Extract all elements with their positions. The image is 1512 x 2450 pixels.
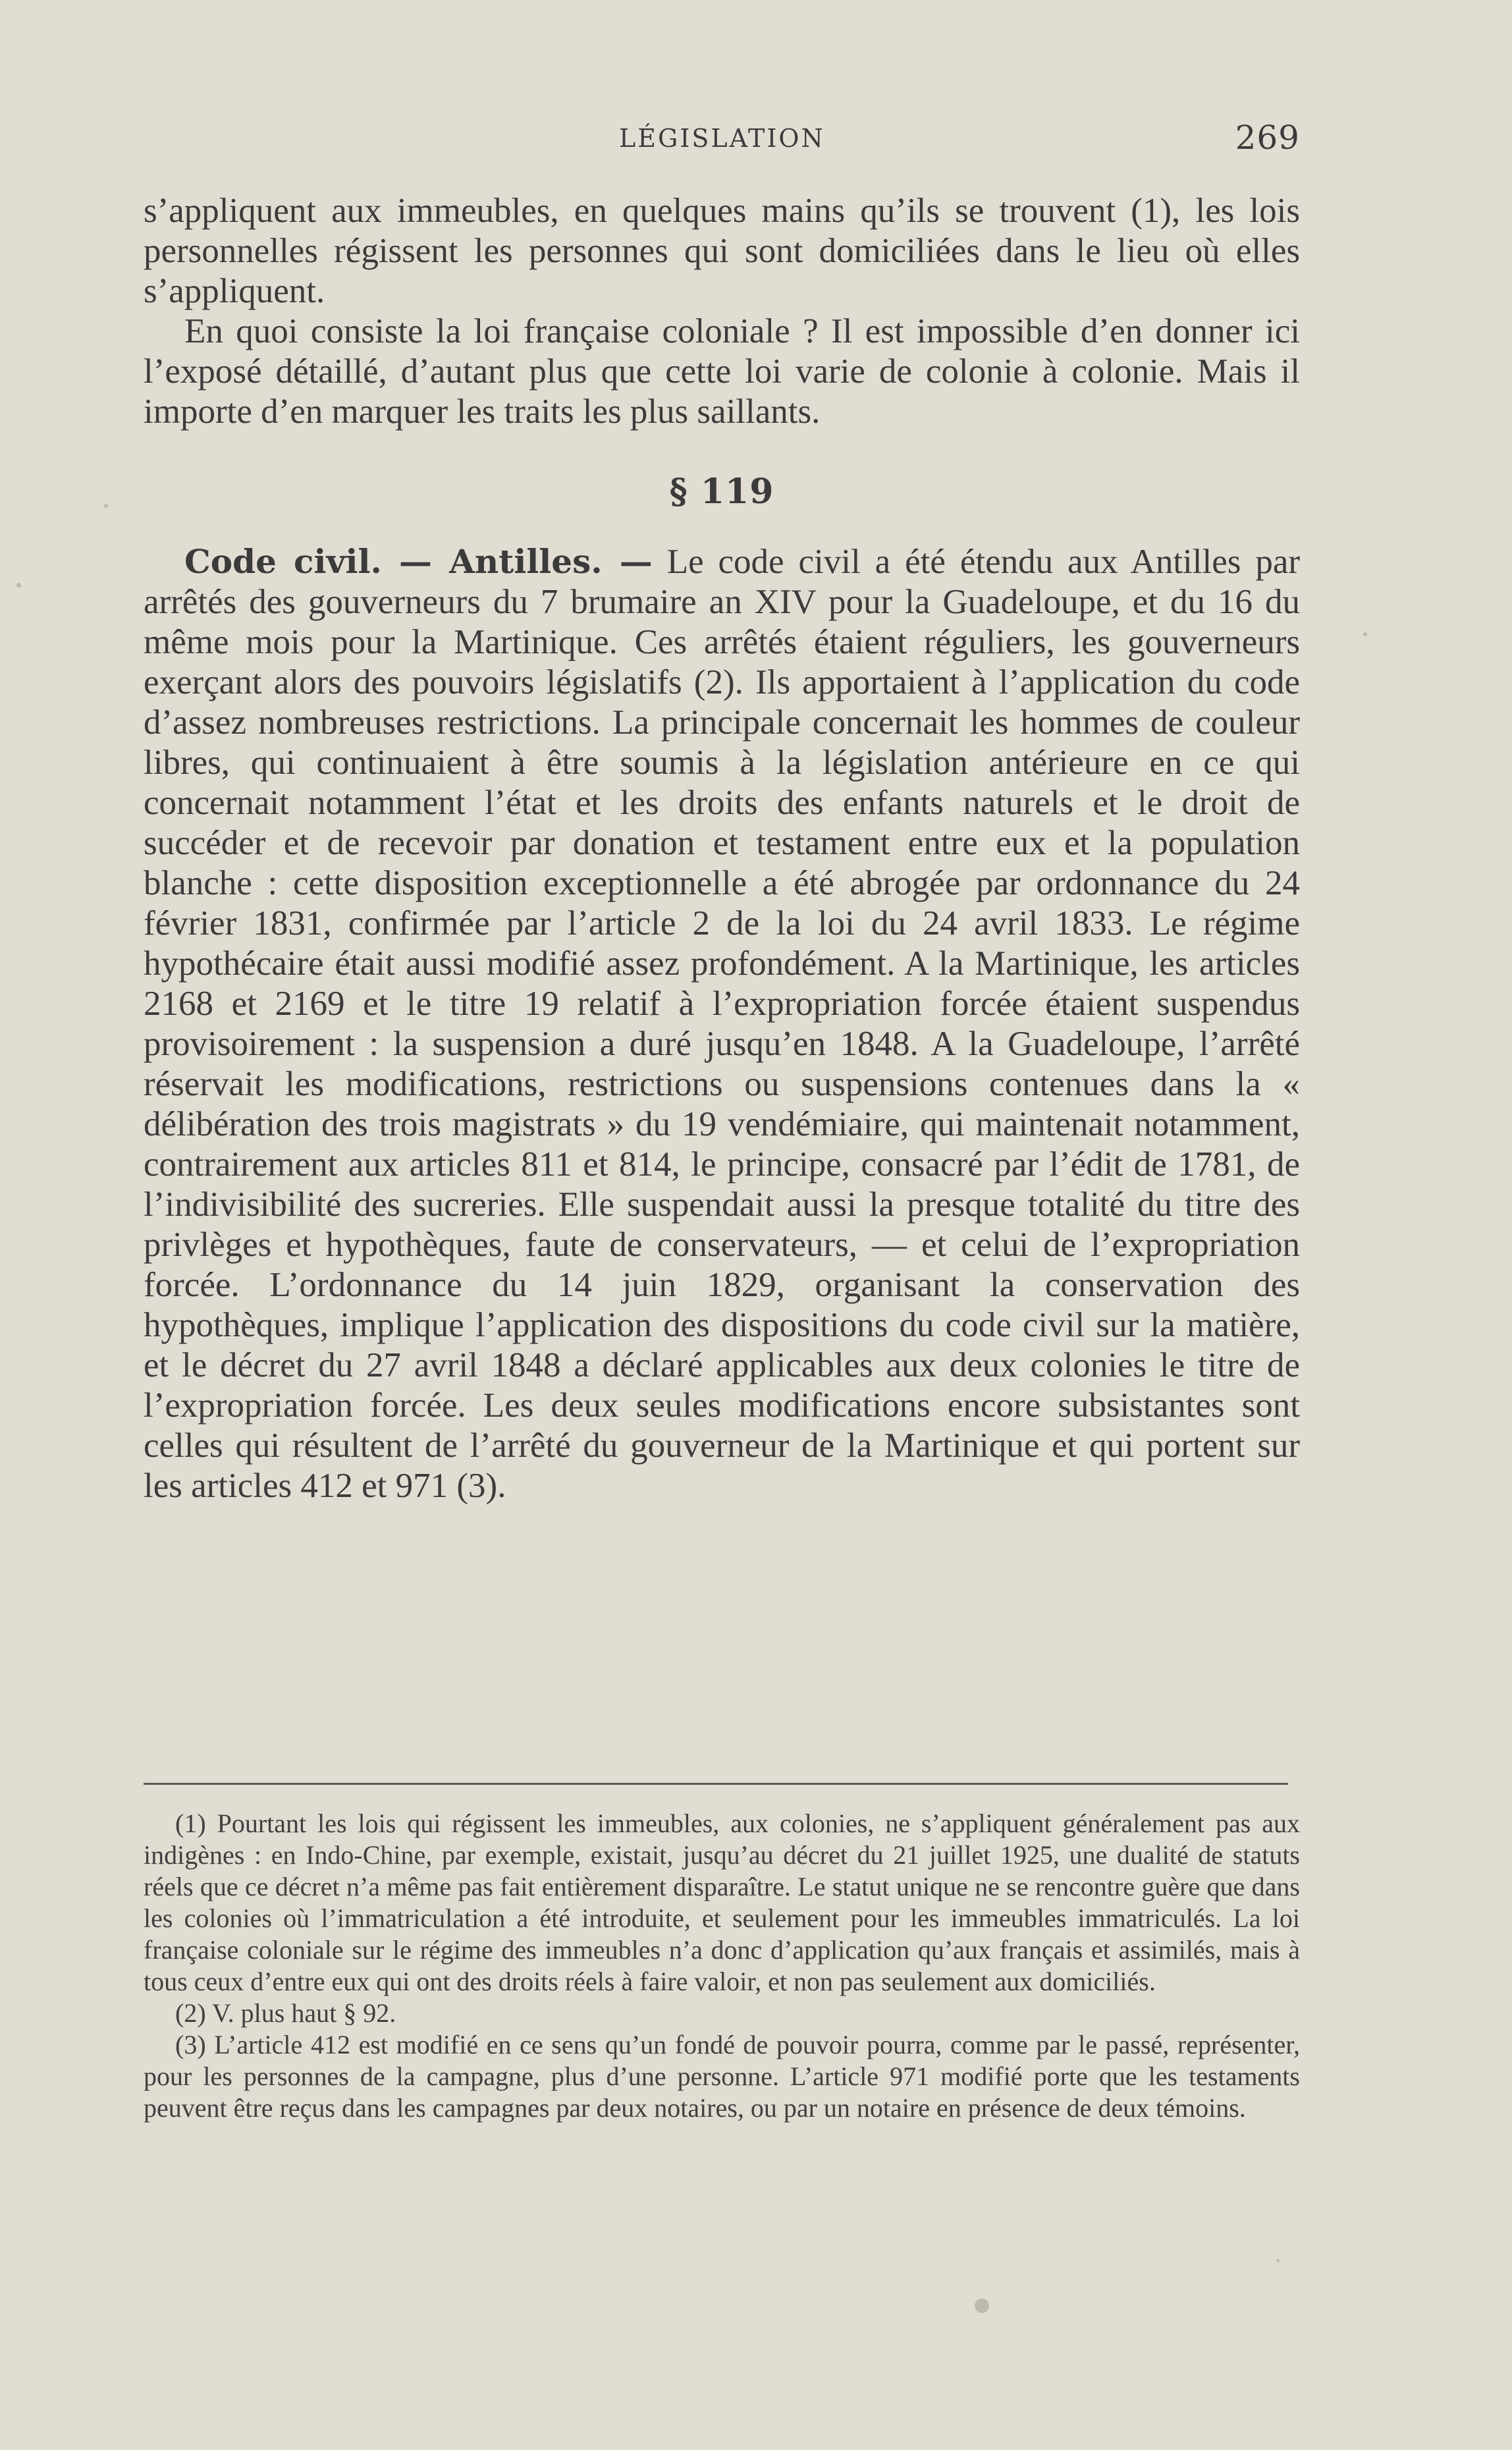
running-head bbox=[144, 119, 1300, 158]
run-in-title: Code civil. — Antilles. — bbox=[184, 542, 653, 581]
paragraph-french-colonial-law: En quoi consiste la loi française coloniale ? Il est impossible d’en donner ici l’exposé détaillé, d’autant plus que cette loi varie de colonie à colonie. Mais il importe d’en marquer les traits les plus saillants. bbox=[144, 312, 1300, 431]
section-heading: § 119 bbox=[669, 472, 774, 512]
footnote-rule bbox=[144, 1783, 1288, 1785]
footnotes bbox=[144, 1808, 1300, 2124]
section-body: Le code civil a été étendu aux Antilles par arrêtés des gouverneurs du 7 brumaire an XIV pour la Guadeloupe, et du 16 du même mois pour la Martinique. Ces arrêtés étaient réguliers, les gouverneurs exerçant alors des pouvoirs législatifs (2). Ils apportaient à l’application du code d’assez nombreuses restrictions. La principale concernait les hommes de couleur libres, qui continuaient à être soumis à la législation antérieure en ce qui concernait notamment l’état et les droits des enfants naturels et le droit de succéder et de recevoir par donation et testament entre eux et la population blanche : cette disposition exceptionnelle a été abrogée par ordonnance du 24 février 1831, confirmée par l’article 2 de la loi du 24 avril 1833. Le régime hypothécaire était aussi modifié assez profondément. A la Martinique, les articles 2168 et 2169 et le titre 19 relatif à l’expropriation forcée étaient suspendus provisoirement : la suspension a duré jusqu’en 1848. A la Guadeloupe, l’arrêté réservait les modifications, restrictions ou suspensions contenues dans la « délibération des trois magistrats » du 19 vendémiaire, qui maintenait notamment, contrairement aux articles 811 et 814, le principe, consacré par l’édit de 1781, de l’indivisibilité des sucreries. Elle suspendait aussi la presque totalité du titre des privlèges et hypothèques, faute de conservateurs, — et celui de l’expropriation forcée. L’ordonnance du 14 juin 1829, organisant la conservation des hypothèques, implique l’application des dispositions du code civil sur la matière, et le décret du 27 avril 1848 a déclaré applicables aux deux colonies le titre de l’expropriation forcée. Les deux seules modifications encore subsistantes sont celles qui résultent de l’arrêté du gouverneur de la Martinique et qui portent sur les articles 412 et 971 (3). bbox=[144, 543, 1300, 1505]
paper-speck bbox=[104, 504, 108, 508]
running-title: LÉGISLATION bbox=[619, 124, 825, 153]
paper-speck bbox=[975, 2299, 989, 2313]
paper-speck bbox=[1276, 2259, 1280, 2262]
paragraph-continuation: s’appliquent aux immeubles, en quelques mains qu’ils se trouvent (1), les lois personnelles régissent les personnes qui sont domiciliées dans le lieu où elles s’appliquent. bbox=[144, 192, 1300, 310]
paper-speck bbox=[16, 583, 21, 587]
footnote-1: (1) Pourtant les lois qui régissent les immeubles, aux colonies, ne s’appliquent généralement pas aux indigènes : en Indo-Chine, par exemple, existait, jusqu’au décret du 21 juillet 1925, une dualité de statuts réels que ce décret n’a même pas fait entièrement disparaître. Le statut unique ne se rencontre guère que dans les colonies où l’immatriculation a été introduite, et seulement pour les immeubles immatriculés. La loi française coloniale sur le régime des immeubles n’a donc d’application qu’aux français et assimilés, mais à tous ceux d’entre eux qui ont des droits réels à faire valoir, et non pas seulement aux domiciliés. bbox=[144, 1809, 1300, 1996]
paper-speck bbox=[1363, 632, 1367, 636]
footnote-2: (2) V. plus haut § 92. bbox=[175, 1998, 396, 2028]
paragraph-code-civil-antilles bbox=[144, 541, 1300, 1506]
main-text bbox=[144, 191, 1300, 1506]
page-number: 269 bbox=[1235, 119, 1300, 157]
footnote-3: (3) L’article 412 est modifié en ce sens qu’un fondé de pouvoir pourra, comme par le passé, représenter, pour les personnes de la campagne, plus d’une personne. L’article 971 modifié porte que les testaments peuvent être reçus dans les campagnes par deux notaires, ou par un notaire en présence de deux témoins. bbox=[144, 2030, 1300, 2123]
